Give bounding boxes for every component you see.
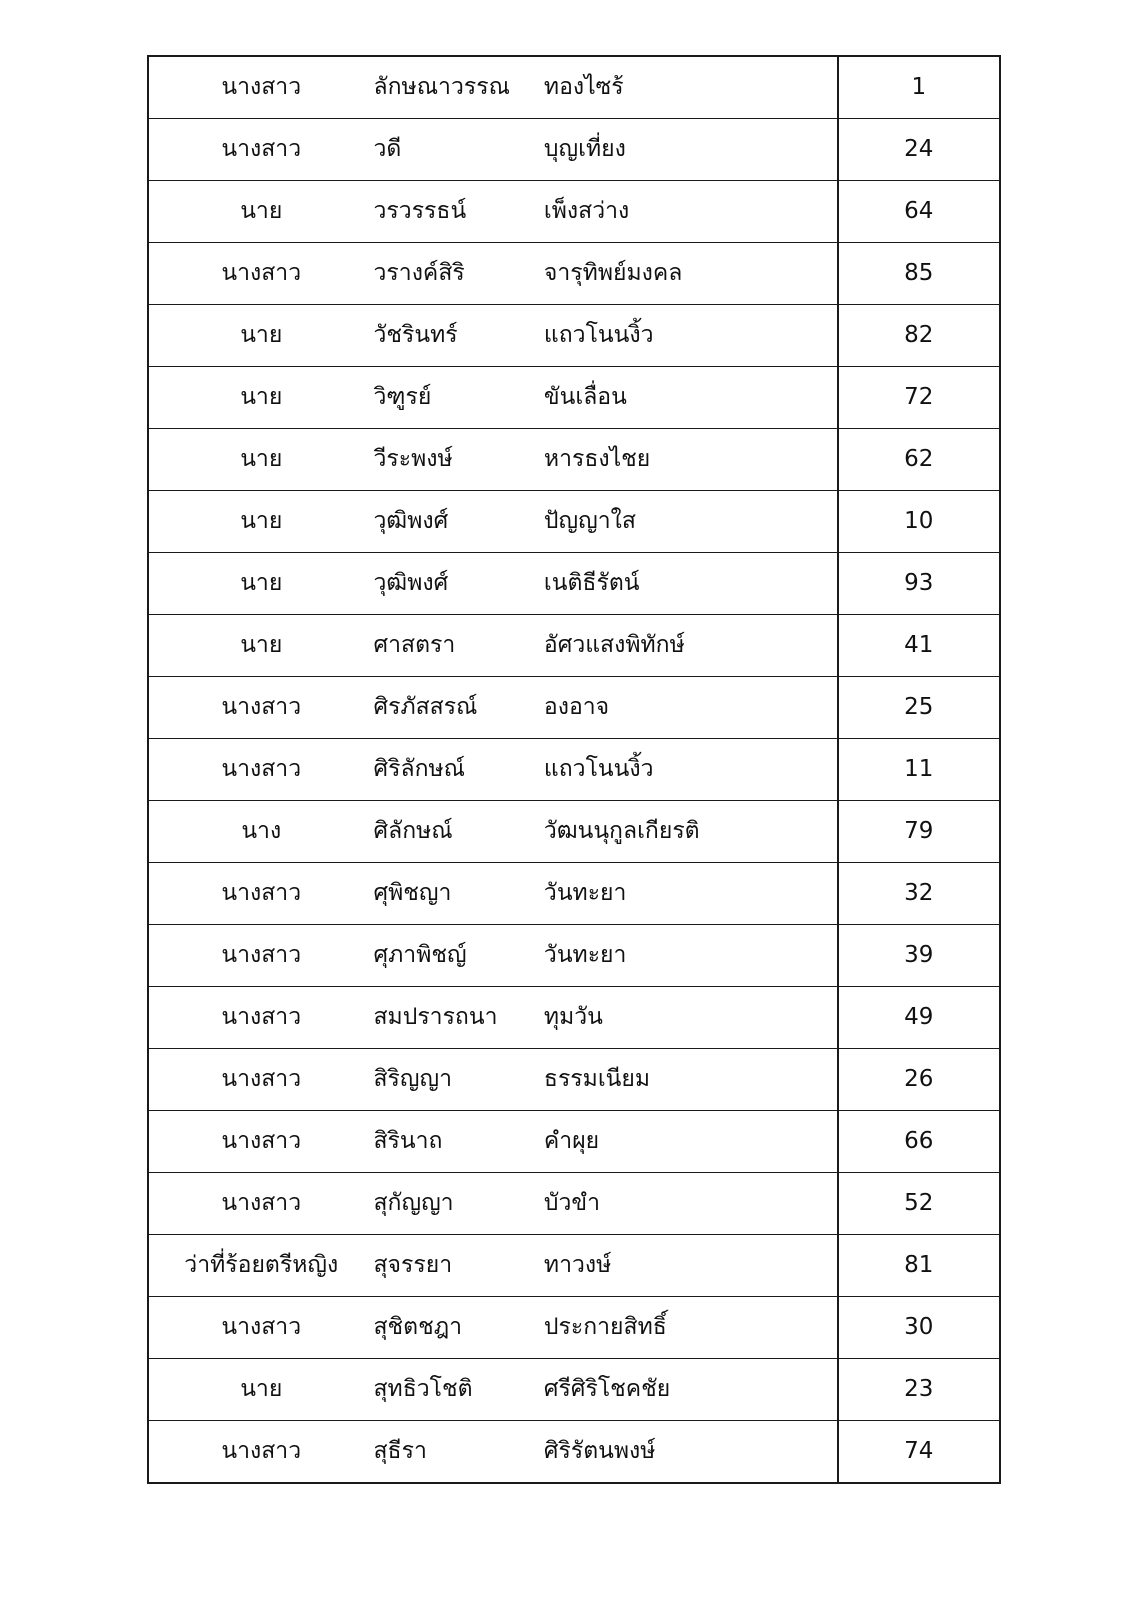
title-cell: นางสาว [148,677,374,739]
title-cell: นาย [148,429,374,491]
number-cell: 62 [838,429,1000,491]
first-name-cell: สิริญญา [374,1049,544,1111]
last-name-cell: เพ็งสว่าง [544,181,838,243]
number-cell: 82 [838,305,1000,367]
number-cell: 32 [838,863,1000,925]
title-cell: นางสาว [148,863,374,925]
first-name-cell: สุธีรา [374,1421,544,1484]
table-row [148,987,1000,1049]
table-row [148,615,1000,677]
title-cell: นาย [148,181,374,243]
first-name-cell: ศุภาพิชญ์ [374,925,544,987]
title-cell: นางสาว [148,1297,374,1359]
number-cell: 39 [838,925,1000,987]
table-row [148,429,1000,491]
table-row [148,1421,1000,1484]
table-row [148,1173,1000,1235]
number-cell: 72 [838,367,1000,429]
first-name-cell: วัชรินทร์ [374,305,544,367]
title-cell: นางสาว [148,56,374,119]
table-row [148,863,1000,925]
first-name-cell: ศิลักษณ์ [374,801,544,863]
first-name-cell: วรวรรธน์ [374,181,544,243]
first-name-cell: วุฒิพงศ์ [374,553,544,615]
table-row [148,181,1000,243]
title-cell: นาง [148,801,374,863]
roster-sheet [147,55,1001,1484]
number-cell: 81 [838,1235,1000,1297]
last-name-cell: บุญเที่ยง [544,119,838,181]
last-name-cell: ขันเลื่อน [544,367,838,429]
table-row [148,1111,1000,1173]
number-cell: 25 [838,677,1000,739]
number-cell: 41 [838,615,1000,677]
number-cell: 74 [838,1421,1000,1484]
table-row [148,801,1000,863]
title-cell: นางสาว [148,119,374,181]
title-cell: ว่าที่ร้อยตรีหญิง [148,1235,374,1297]
table-row [148,925,1000,987]
first-name-cell: สุกัญญา [374,1173,544,1235]
last-name-cell: ทาวงษ์ [544,1235,838,1297]
last-name-cell: ทองไซร้ [544,56,838,119]
title-cell: นาย [148,615,374,677]
number-cell: 66 [838,1111,1000,1173]
table-row [148,677,1000,739]
last-name-cell: ศิริรัตนพงษ์ [544,1421,838,1484]
first-name-cell: ลักษณาวรรณ [374,56,544,119]
last-name-cell: เนติธีรัตน์ [544,553,838,615]
title-cell: นาย [148,553,374,615]
title-cell: นาย [148,1359,374,1421]
title-cell: นางสาว [148,1173,374,1235]
number-cell: 64 [838,181,1000,243]
last-name-cell: ทุมวัน [544,987,838,1049]
table-row [148,305,1000,367]
number-cell: 79 [838,801,1000,863]
first-name-cell: สมปรารถนา [374,987,544,1049]
title-cell: นางสาว [148,739,374,801]
last-name-cell: ธรรมเนียม [544,1049,838,1111]
first-name-cell: วดี [374,119,544,181]
first-name-cell: วรางค์สิริ [374,243,544,305]
number-cell: 10 [838,491,1000,553]
number-cell: 1 [838,56,1000,119]
last-name-cell: อัศวแสงพิทักษ์ [544,615,838,677]
first-name-cell: ศุพิชญา [374,863,544,925]
table-row [148,491,1000,553]
first-name-cell: ศิริลักษณ์ [374,739,544,801]
last-name-cell: บัวขำ [544,1173,838,1235]
number-cell: 26 [838,1049,1000,1111]
last-name-cell: แถวโนนงิ้ว [544,739,838,801]
first-name-cell: สุทธิวโชติ [374,1359,544,1421]
table-row [148,243,1000,305]
title-cell: นางสาว [148,1049,374,1111]
number-cell: 11 [838,739,1000,801]
number-cell: 49 [838,987,1000,1049]
last-name-cell: วันทะยา [544,925,838,987]
number-cell: 52 [838,1173,1000,1235]
first-name-cell: วีระพงษ์ [374,429,544,491]
last-name-cell: ปัญญาใส [544,491,838,553]
title-cell: นางสาว [148,1421,374,1484]
title-cell: นางสาว [148,987,374,1049]
table-row [148,1235,1000,1297]
title-cell: นาย [148,305,374,367]
table-row [148,1049,1000,1111]
last-name-cell: วัฒนนุกูลเกียรติ [544,801,838,863]
number-cell: 24 [838,119,1000,181]
table-row [148,553,1000,615]
last-name-cell: ประกายสิทธิ์ [544,1297,838,1359]
number-cell: 85 [838,243,1000,305]
number-cell: 23 [838,1359,1000,1421]
table-row [148,1297,1000,1359]
last-name-cell: วันทะยา [544,863,838,925]
last-name-cell: จารุทิพย์มงคล [544,243,838,305]
number-cell: 93 [838,553,1000,615]
number-cell: 30 [838,1297,1000,1359]
table-row [148,119,1000,181]
first-name-cell: ศาสตรา [374,615,544,677]
last-name-cell: ศรีศิริโชคชัย [544,1359,838,1421]
first-name-cell: ศิรภัสสรณ์ [374,677,544,739]
table-row [148,367,1000,429]
first-name-cell: วิฑูรย์ [374,367,544,429]
last-name-cell: หารธงไชย [544,429,838,491]
first-name-cell: สุจรรยา [374,1235,544,1297]
title-cell: นางสาว [148,1111,374,1173]
title-cell: นาย [148,367,374,429]
first-name-cell: วุฒิพงศ์ [374,491,544,553]
name-list-table [147,55,1001,1484]
last-name-cell: แถวโนนงิ้ว [544,305,838,367]
title-cell: นางสาว [148,243,374,305]
table-row [148,739,1000,801]
table-row [148,56,1000,119]
name-list-body [148,56,1000,1483]
first-name-cell: สุชิตชฎา [374,1297,544,1359]
title-cell: นางสาว [148,925,374,987]
last-name-cell: องอาจ [544,677,838,739]
table-row [148,1359,1000,1421]
title-cell: นาย [148,491,374,553]
last-name-cell: คำผุย [544,1111,838,1173]
first-name-cell: สิรินาถ [374,1111,544,1173]
